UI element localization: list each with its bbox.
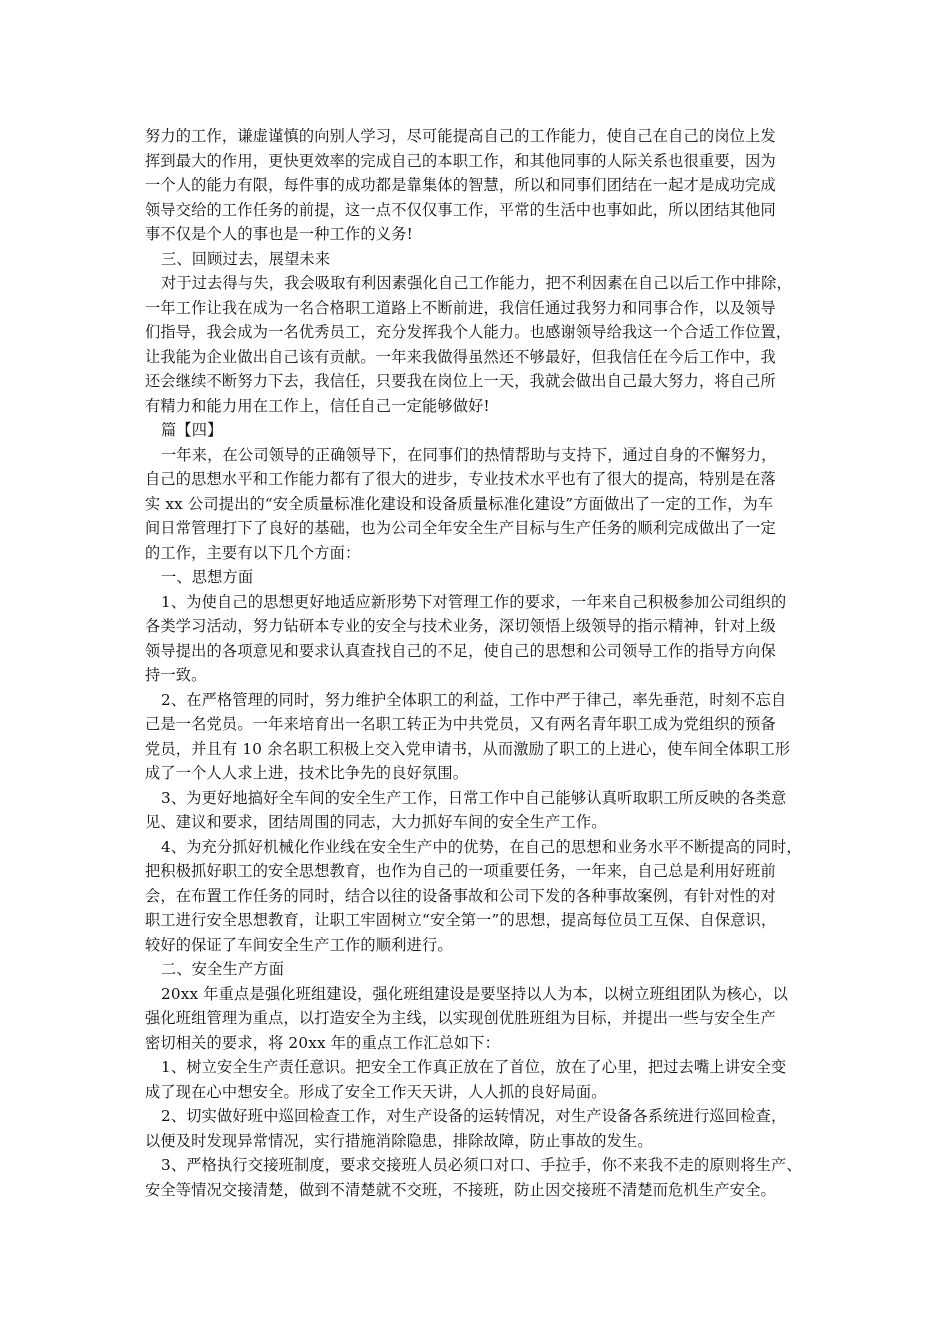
text-line: 见、建议和要求，团结周围的同志，大力抓好车间的安全生产工作。	[145, 813, 607, 831]
text-line: 间日常管理打下了良好的基础，也为公司全年安全生产目标与生产任务的顺利完成做出了一定	[145, 519, 776, 537]
text-line: 一、思想方面	[161, 568, 254, 586]
text-line: 3、严格执行交接班制度，要求交接班人员必须口对口、手拉手，你不来我不走的原则将生产、	[161, 1156, 802, 1174]
text-line: 20xx 年重点是强化班组建设，强化班组建设是要坚持以人为本，以树立班组团队为核心，以	[161, 984, 789, 1003]
text-line: 实 xx 公司提出的“安全质量标准化建设和设备质量标准化建设”方面做出了一定的工作，为车	[145, 494, 774, 513]
section-heading	[145, 565, 825, 590]
text-line: 成了现在心中想安全。形成了安全工作天天讲，人人抓的良好局面。	[145, 1082, 607, 1101]
text-line: 会，在布置工作任务的同时，结合以往的设备事故和公司下发的各种事故案例，有针对性的对	[145, 886, 776, 905]
body-paragraph	[145, 443, 825, 566]
text-line: 领导交给的工作任务的前提，这一点不仅仅事工作，平常的生活中也事如此，所以团结其他同	[145, 200, 776, 219]
text-line: 安全等情况交接清楚，做到不清楚就不交班，不接班，防止因交接班不清楚而危机生产安全。	[145, 1180, 776, 1199]
text-line: 有精力和能力用在工作上，信任自己一定能够做好!	[145, 396, 490, 415]
section-heading	[145, 418, 825, 443]
text-line: 让我能为企业做出自己该有贡献。一年来我做得虽然还不够最好，但我信任在今后工作中，我	[145, 347, 776, 366]
body-paragraph	[145, 124, 825, 247]
text-line: 一个人的能力有限，每件事的成功都是靠集体的智慧，所以和同事们团结在一起才是成功完成	[145, 176, 776, 194]
text-line: 还会继续不断努力下去，我信任，只要我在岗位上一天，我就会做出自己最大努力，将自己所	[145, 372, 776, 390]
text-line: 2、切实做好班中巡回检查工作，对生产设备的运转情况，对生产设备各系统进行巡回检查，	[161, 1107, 787, 1125]
text-line: 密切相关的要求，将 20xx 年的重点工作汇总如下：	[145, 1033, 501, 1052]
body-paragraph	[145, 1104, 825, 1153]
text-line: 强化班组管理为重点，以打造安全为主线，以实现创优胜班组为目标，并提出一些与安全生产	[145, 1009, 776, 1027]
text-line: 三、回顾过去，展望未来	[161, 249, 331, 268]
text-line: 一年来，在公司领导的正确领导下，在同事们的热情帮助与支持下，通过自身的不懈努力，	[161, 445, 777, 464]
text-line: 以便及时发现异常情况，实行措施消除隐患，排除故障，防止事故的发生。	[145, 1131, 653, 1150]
body-paragraph	[145, 688, 825, 786]
text-line: 自己的思想水平和工作能力都有了很大的进步，专业技术水平也有了很大的提高，特别是在落	[145, 470, 776, 488]
document-body	[145, 124, 825, 1202]
text-line: 3、为更好地搞好全车间的安全生产工作，日常工作中自己能够认真听取职工所反映的各类意	[161, 788, 787, 807]
text-line: 挥到最大的作用，更快更效率的完成自己的本职工作，和其他同事的人际关系也很重要，因为	[145, 151, 776, 170]
body-paragraph	[145, 982, 825, 1056]
section-heading	[145, 957, 825, 982]
text-line: 事不仅是个人的事也是一种工作的义务!	[145, 225, 413, 243]
text-line: 己是一名党员。一年来培育出一名职工转正为中共党员，又有两名青年职工成为党组织的预备	[145, 715, 776, 733]
text-line: 各类学习活动，努力钻研本专业的安全与技术业务，深切领悟上级领导的指示精神，针对上级	[145, 617, 776, 635]
text-line: 们指导，我会成为一名优秀员工，充分发挥我个人能力。也感谢领导给我这一个合适工作位置，	[145, 323, 792, 341]
text-line: 对于过去得与失，我会吸取有利因素强化自己工作能力，把不利因素在自己以后工作中排除，	[161, 274, 792, 292]
text-line: 领导提出的各项意见和要求认真查找自己的不足，使自己的思想和公司领导工作的指导方向保	[145, 641, 776, 660]
text-line: 1、为使自己的思想更好地适应新形势下对管理工作的要求，一年来自己积极参加公司组织的	[161, 592, 787, 611]
body-paragraph	[145, 1153, 825, 1202]
text-line: 把积极抓好职工的安全思想教育，也作为自己的一项重要任务，一年来，自己总是利用好班前	[145, 862, 776, 880]
text-line: 1、树立安全生产责任意识。把安全工作真正放在了首位，放在了心里，把过去嘴上讲安全变	[161, 1058, 787, 1076]
text-line: 努力的工作，谦虚谨慎的向别人学习，尽可能提高自己的工作能力，使自己在自己的岗位上发	[145, 127, 776, 145]
text-line: 职工进行安全思想教育，让职工牢固树立“安全第一”的思想，提高每位员工互保、自保意识，	[145, 911, 777, 929]
text-line: 较好的保证了车间安全生产工作的顺利进行。	[145, 935, 453, 954]
body-paragraph	[145, 1055, 825, 1104]
body-paragraph	[145, 590, 825, 688]
text-line: 持一致。	[145, 666, 207, 684]
text-line: 2、在严格管理的同时，努力维护全体职工的利益，工作中严于律己，率先垂范，时刻不忘自	[161, 690, 787, 709]
text-line: 二、安全生产方面	[161, 960, 285, 978]
text-line: 成了一个人人求上进，技术比争先的良好氛围。	[145, 764, 469, 782]
section-heading	[145, 247, 825, 272]
text-line: 的工作，主要有以下几个方面：	[145, 543, 361, 562]
text-line: 一年工作让我在成为一名合格职工道路上不断前进，我信任通过我努力和同事合作，以及领导	[145, 298, 776, 317]
text-line: 党员，并且有 10 余名职工积极上交入党申请书，从而激励了职工的上进心，使车间全体职工形	[145, 739, 791, 758]
text-line: 4、为充分抓好机械化作业线在安全生产中的优势，在自己的思想和业务水平不断提高的同时，	[161, 837, 802, 856]
body-paragraph	[145, 786, 825, 835]
text-line: 篇【四】	[161, 421, 223, 439]
body-paragraph	[145, 835, 825, 958]
body-paragraph	[145, 271, 825, 418]
